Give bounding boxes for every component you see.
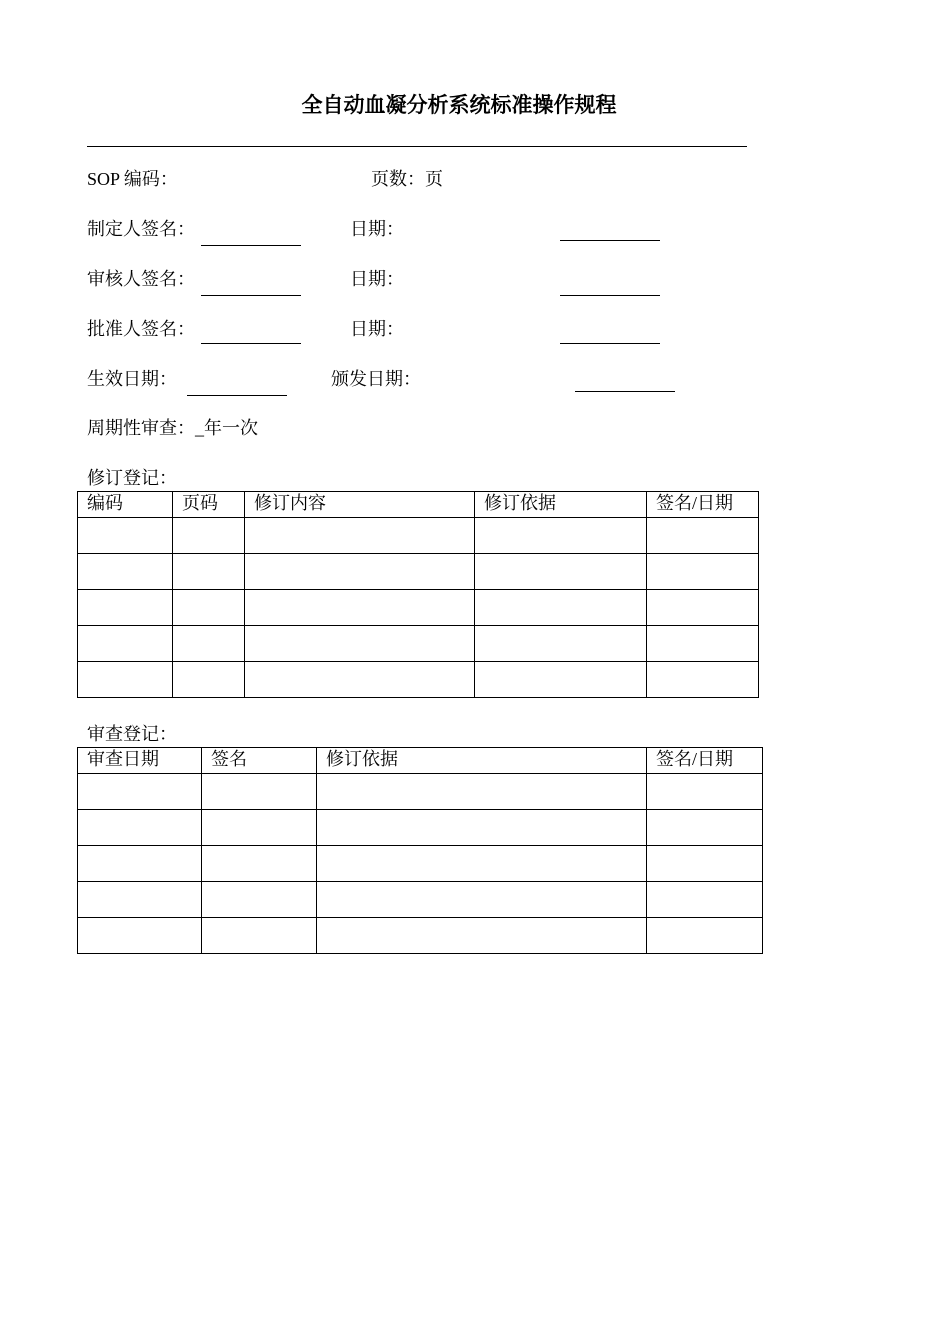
column-header: 修订依据 bbox=[475, 492, 647, 518]
review-log-caption: 审查登记： bbox=[87, 724, 177, 744]
table-cell[interactable] bbox=[475, 626, 647, 662]
table-cell[interactable] bbox=[78, 554, 173, 590]
table-cell[interactable] bbox=[245, 518, 475, 554]
table-row bbox=[78, 774, 763, 810]
table-cell[interactable] bbox=[173, 626, 245, 662]
table-cell[interactable] bbox=[317, 918, 647, 954]
table-cell[interactable] bbox=[647, 662, 759, 698]
title-divider bbox=[87, 146, 747, 147]
column-header: 签名/日期 bbox=[647, 748, 763, 774]
table-cell[interactable] bbox=[475, 662, 647, 698]
review-log-table bbox=[77, 747, 763, 954]
table-cell[interactable] bbox=[78, 590, 173, 626]
table-cell[interactable] bbox=[647, 846, 763, 882]
table-cell[interactable] bbox=[78, 774, 202, 810]
table-cell[interactable] bbox=[245, 554, 475, 590]
table-cell[interactable] bbox=[202, 882, 317, 918]
approver-signature-field[interactable] bbox=[201, 343, 301, 344]
table-cell[interactable] bbox=[475, 518, 647, 554]
table-cell[interactable] bbox=[317, 810, 647, 846]
column-header: 修订内容 bbox=[245, 492, 475, 518]
approver-signature-label: 批准人签名： bbox=[87, 319, 195, 339]
table-row bbox=[78, 846, 763, 882]
table-cell[interactable] bbox=[202, 918, 317, 954]
table-cell[interactable] bbox=[317, 882, 647, 918]
table-cell[interactable] bbox=[78, 846, 202, 882]
effective-date-label: 生效日期： bbox=[87, 369, 177, 389]
table-row bbox=[78, 882, 763, 918]
issue-date-field[interactable] bbox=[575, 391, 675, 392]
document-title: 全自动血凝分析系统标准操作规程 bbox=[301, 93, 617, 117]
issue-date-label: 颁发日期： bbox=[331, 369, 421, 389]
table-cell[interactable] bbox=[475, 554, 647, 590]
effective-date-field[interactable] bbox=[187, 395, 287, 396]
sop-code-label: SOP 编码： bbox=[87, 169, 178, 189]
author-date-field[interactable] bbox=[560, 240, 660, 241]
revision-log-table bbox=[77, 491, 759, 698]
table-cell[interactable] bbox=[245, 626, 475, 662]
table-cell[interactable] bbox=[173, 518, 245, 554]
table-row bbox=[78, 626, 759, 662]
table-cell[interactable] bbox=[202, 846, 317, 882]
table-row bbox=[78, 918, 763, 954]
table-header-row bbox=[78, 492, 759, 518]
author-signature-label: 制定人签名： bbox=[87, 219, 195, 239]
table-cell[interactable] bbox=[475, 590, 647, 626]
table-row bbox=[78, 810, 763, 846]
table-cell[interactable] bbox=[202, 774, 317, 810]
column-header: 修订依据 bbox=[317, 748, 647, 774]
table-cell[interactable] bbox=[317, 846, 647, 882]
column-header: 编码 bbox=[78, 492, 173, 518]
reviewer-signature-field[interactable] bbox=[201, 295, 301, 296]
table-header-row bbox=[78, 748, 763, 774]
table-cell[interactable] bbox=[173, 662, 245, 698]
table-cell[interactable] bbox=[647, 590, 759, 626]
table-cell[interactable] bbox=[78, 626, 173, 662]
pages-label: 页数：页 bbox=[371, 169, 443, 189]
reviewer-date-field[interactable] bbox=[560, 295, 660, 296]
periodic-review-label: 周期性审查：_年一次 bbox=[87, 418, 258, 438]
table-cell[interactable] bbox=[647, 626, 759, 662]
approver-date-label: 日期： bbox=[350, 319, 404, 339]
approver-date-field[interactable] bbox=[560, 343, 660, 344]
table-cell[interactable] bbox=[78, 918, 202, 954]
table-cell[interactable] bbox=[647, 554, 759, 590]
reviewer-signature-label: 审核人签名： bbox=[87, 269, 195, 289]
table-cell[interactable] bbox=[202, 810, 317, 846]
table-cell[interactable] bbox=[78, 518, 173, 554]
reviewer-date-label: 日期： bbox=[350, 269, 404, 289]
table-cell[interactable] bbox=[647, 774, 763, 810]
column-header: 签名 bbox=[202, 748, 317, 774]
column-header: 页码 bbox=[173, 492, 245, 518]
table-cell[interactable] bbox=[647, 810, 763, 846]
table-cell[interactable] bbox=[647, 518, 759, 554]
table-cell[interactable] bbox=[78, 882, 202, 918]
column-header: 签名/日期 bbox=[647, 492, 759, 518]
revision-log-caption: 修订登记： bbox=[87, 468, 177, 488]
author-signature-field[interactable] bbox=[201, 245, 301, 246]
table-cell[interactable] bbox=[173, 554, 245, 590]
table-cell[interactable] bbox=[78, 662, 173, 698]
column-header: 审查日期 bbox=[78, 748, 202, 774]
table-row bbox=[78, 554, 759, 590]
table-cell[interactable] bbox=[245, 662, 475, 698]
table-cell[interactable] bbox=[78, 810, 202, 846]
table-cell[interactable] bbox=[647, 882, 763, 918]
table-cell[interactable] bbox=[245, 590, 475, 626]
table-row bbox=[78, 590, 759, 626]
table-cell[interactable] bbox=[173, 590, 245, 626]
table-cell[interactable] bbox=[647, 918, 763, 954]
table-row bbox=[78, 518, 759, 554]
table-row bbox=[78, 662, 759, 698]
table-cell[interactable] bbox=[317, 774, 647, 810]
author-date-label: 日期： bbox=[350, 219, 404, 239]
